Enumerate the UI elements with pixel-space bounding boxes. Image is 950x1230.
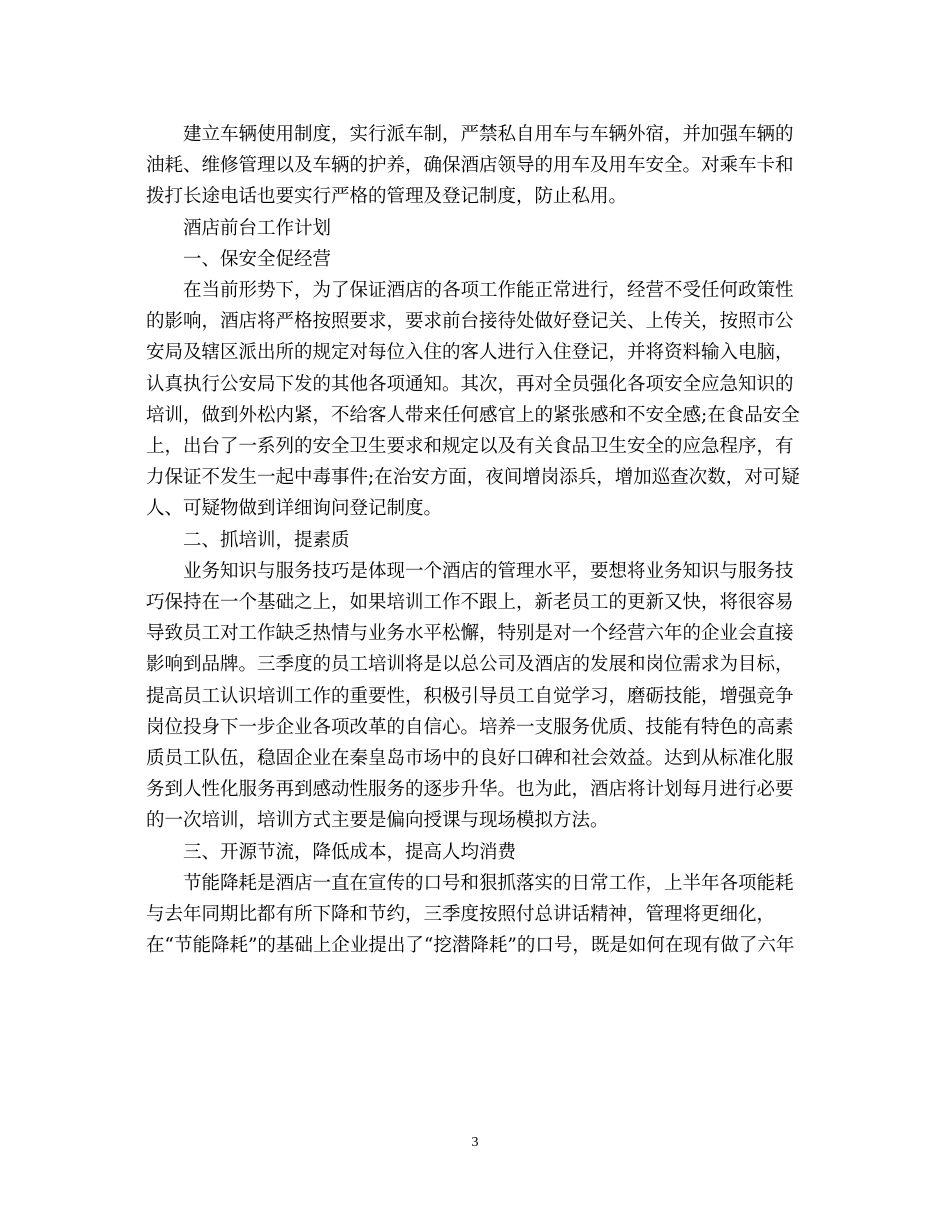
paragraph-security: 在当前形势下，为了保证酒店的各项工作能正常进行，经营不受任何政策性的影响，酒店将严格按照要求，要求前台接待处做好登记关、上传关，按照市公安局及辖区派出所的规定对每位入住的客人进行入住登记，并将资料输入电脑，认真执行公安局下发的其他各项通知。其次，再对全员强化各项安全应急知识的培训，做到外松内紧，不给客人带来任何感官上的紧张感和不安全感;在食品安全上，出台了一系列的安全卫生要求和规定以及有关食品卫生安全的应急程序，有力保证不发生一起中毒事件;在治安方面，夜间增岗添兵，增加巡查次数，对可疑人、可疑物做到详细询问登记制度。 — [146, 280, 800, 520]
page-number: 3 — [471, 1135, 479, 1150]
paragraph-vehicle-management: 建立车辆使用制度，实行派车制，严禁私自用车与车辆外宿，并加强车辆的油耗、维修管理以及车辆的护养，确保酒店领导的用车及用车安全。对乘车卡和拨打长途电话也要实行严格的管理及登记制度，防止私用。 — [146, 124, 794, 208]
body-text — [146, 119, 806, 961]
paragraph-energy-saving-continued: 在“节能降耗”的基础上企业提出了“挖潜降耗”的口号，既是如何在现有做了六年 — [146, 935, 795, 957]
heading-section-3: 三、开源节流，降低成本，提高人均消费 — [183, 841, 517, 863]
heading-front-desk-plan: 酒店前台工作计划 — [183, 217, 332, 239]
paragraph-energy-saving: 节能降耗是酒店一直在宣传的口号和狠抓落实的日常工作，上半年各项能耗与去年同期比都有所下降和节约，三季度按照付总讲话精神，管理将更细化， — [146, 872, 794, 926]
heading-section-1: 一、保安全促经营 — [183, 248, 332, 270]
heading-section-2: 二、抓培训，提素质 — [183, 529, 350, 551]
paragraph-training: 业务知识与服务技巧是体现一个酒店的管理水平，要想将业务知识与服务技巧保持在一个基础之上，如果培训工作不跟上，新老员工的更新又快，将很容易导致员工对工作缺乏热情与业务水平松懈，特别是对一个经营六年的企业会直接影响到品牌。三季度的员工培训将是以总公司及酒店的发展和岗位需求为目标，提高员工认识培训工作的重要性，积极引导员工自觉学习，磨砺技能，增强竞争岗位投身下一步企业各项改革的自信心。培养一支服务优质、技能有特色的高素质员工队伍，稳固企业在秦皇岛市场中的良好口碑和社会效益。达到从标准化服务到人性化服务再到感动性服务的逐步升华。也为此，酒店将计划每月进行必要的一次培训，培训方式主要是偏向授课与现场模拟方法。 — [146, 560, 794, 832]
